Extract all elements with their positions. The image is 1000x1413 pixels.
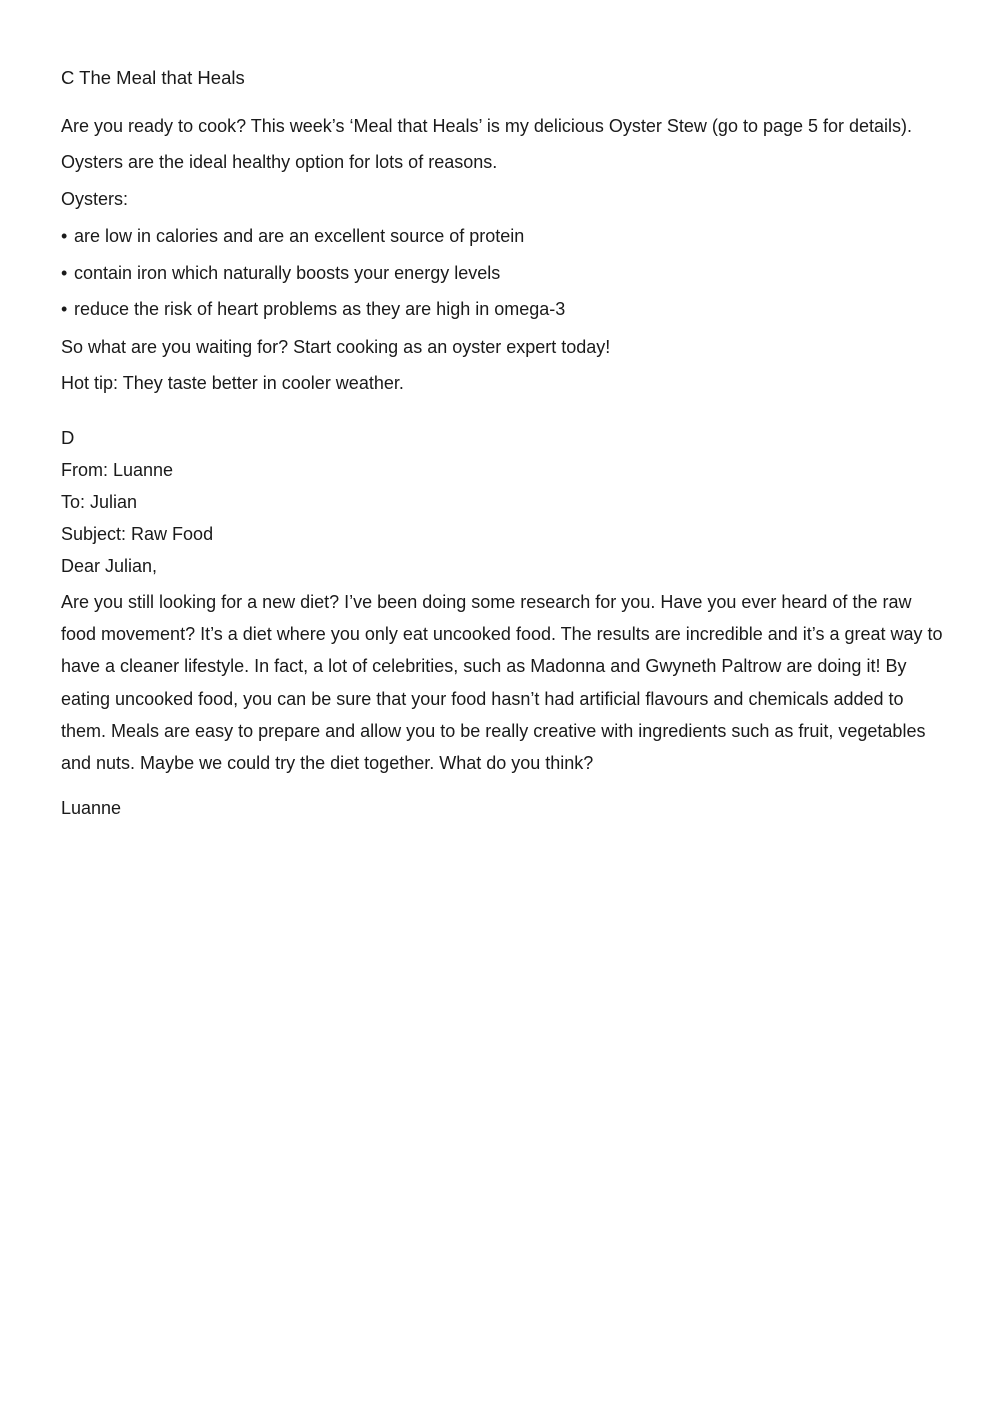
bullet-text: reduce the risk of heart problems as they are high in omega-3 [74,299,566,319]
oysters-bullet-1 [61,224,524,248]
email-subject: Subject: Raw Food [61,524,214,544]
section-c-intro-2: Oysters are the ideal healthy option for lots of reasons. [61,152,498,172]
bullet-icon: • [61,263,68,283]
oysters-bullet-3 [61,297,565,321]
bullet-text: are low in calories and are an excellent source of protein [74,226,525,246]
section-c-intro-1: Are you ready to cook? This week’s ‘Meal that Heals’ is my delicious Oyster Stew (go to page 5 for details). [61,116,913,136]
email-body: Are you still looking for a new diet? I’ve been doing some research for you. Have you ever heard of the raw food movement? It’s a diet where you only eat uncooked food. The results are incredible and it’s a great way to have a cleaner lifestyle. In fact, a lot of celebrities, such as Madonna and Gwyneth Paltrow are doing it! By eating uncooked food, you can be sure that your food hasn’t had artificial flavours and chemicals added to them. Meals are easy to prepare and allow you to be really creative with ingredients such as fruit, vegetables and nuts. Maybe we could try the diet together. What do you think? [61,592,943,774]
bullet-icon: • [61,226,68,246]
email-greeting: Dear Julian, [61,556,158,576]
section-c-closing: So what are you waiting for? Start cooking as an oyster expert today! [61,337,611,357]
oysters-list-heading: Oysters: [61,189,129,209]
section-c-title: C The Meal that Heals [61,67,245,88]
section-c-hot-tip: Hot tip: They taste better in cooler weather. [61,373,404,393]
email-to: To: Julian [61,492,138,512]
section-d-title: D [61,427,75,448]
oysters-bullet-2 [61,261,500,285]
bullet-icon: • [61,299,68,319]
bullet-text: contain iron which naturally boosts your energy levels [74,263,501,283]
email-signoff: Luanne [61,798,122,818]
email-from: From: Luanne [61,460,174,480]
